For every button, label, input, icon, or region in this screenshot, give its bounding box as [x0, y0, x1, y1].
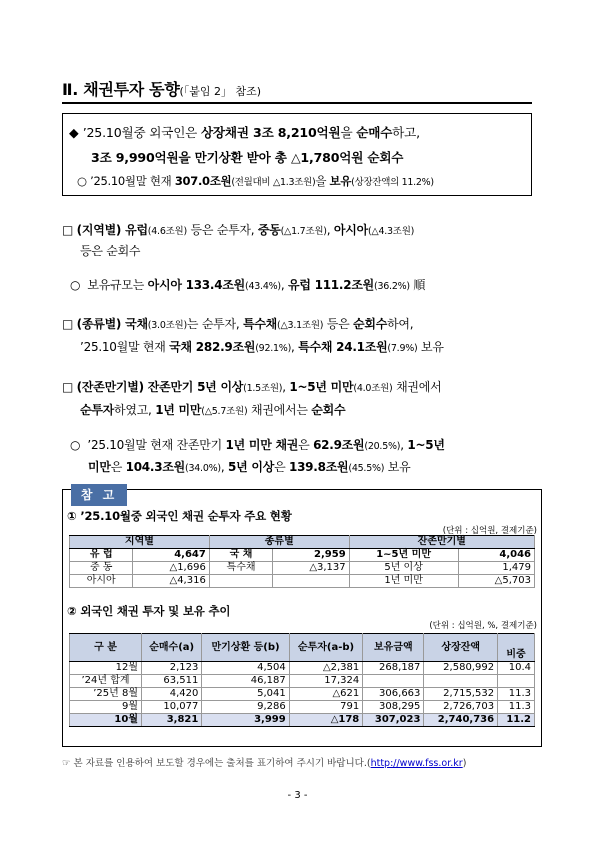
header-period: 구 분 [70, 634, 142, 662]
header-type: 종류별 [209, 536, 349, 549]
section-2-title: ② 외국인 채권 투자 및 보유 추이 [67, 604, 231, 618]
header-net-buy: 순매수(a) [142, 634, 202, 662]
header-region: 지역별 [70, 536, 210, 549]
table-row: 아시아 △4,316 1년 미만 △5,703 [70, 575, 535, 588]
header-holding-amount: 보유금액 [363, 634, 424, 662]
table-header-row [70, 536, 535, 549]
table-row: ’25년 8월 4,420 5,041 △621 306,663 2,715,532 11.3 [70, 688, 535, 701]
summary-line-2: 3조 9,990억원을 만기상환 받아 총 △1,780억원 순회수 [91, 150, 404, 165]
paragraph-holding-size: ○ 보유규모는 아시아 133.4조원(43.4%), 유럽 111.2조원(36.2%) 順 [70, 278, 426, 292]
table-row: 12월 2,123 4,504 △2,381 268,187 2,580,992 10.4 [70, 662, 535, 675]
page-number: - 3 - [287, 790, 308, 801]
reference-tab: 참 고 [71, 484, 127, 506]
paragraph-maturity-holding-line-2: 미만은 104.3조원(34.0%), 5년 이상은 139.8조원(45.5%) 보유 [88, 460, 411, 474]
table-header-row [70, 634, 535, 662]
section-1-title: ① ’25.10월중 외국인 채권 순투자 주요 현황 [67, 509, 292, 523]
paragraph-maturity: □ (잔존만기별) 잔존만기 5년 이상(1.5조원), 1~5년 미만(4.0조원) 채권에서 [62, 380, 442, 394]
square-bullet-icon: □ [62, 317, 74, 331]
circle-bullet-icon: ○ [77, 174, 87, 188]
table-row: 유 럽 4,647 국 채 2,959 1~5년 미만 4,046 [70, 549, 535, 562]
square-bullet-icon: □ [62, 223, 74, 237]
section-title: Ⅱ. 채권투자 동향 [62, 80, 180, 99]
paragraph-type: □ (종류별) 국채(3.0조원)는 순투자, 특수채(△3.1조원) 등은 순회수하여, [62, 317, 414, 331]
paragraph-type-line-2: ’25.10월말 현재 국채 282.9조원(92.1%), 특수채 24.1조원(7.9%) 보유 [80, 340, 444, 354]
circle-bullet-icon: ○ [70, 278, 81, 292]
section-reference: (「붙임 2」 참조) [179, 85, 262, 98]
paragraph-region-line-2: 등은 순회수 [80, 244, 141, 258]
header-listed-balance: 상장잔액 [424, 634, 498, 662]
table-row: ’24년 합계 63,511 46,187 17,324 [70, 675, 535, 688]
diamond-bullet-icon: ◆ [69, 125, 79, 140]
paragraph-maturity-holding: ○ ’25.10월말 현재 잔존만기 1년 미만 채권은 62.9조원(20.5%), 1~5년 [70, 438, 445, 452]
section-1-unit: (단위 : 십억원, 결제기준) [442, 526, 537, 536]
table-row: 9월 10,077 9,286 791 308,295 2,726,703 11.3 [70, 701, 535, 714]
investment-trend-table [69, 633, 535, 727]
fss-website-link[interactable]: http://www.fss.or.kr [370, 758, 463, 769]
square-bullet-icon: □ [62, 380, 74, 394]
summary-line-1: ◆ ’25.10월중 외국인은 상장채권 3조 8,210억원을 순매수하고, [69, 125, 420, 140]
header-net-investment: 순투자(a-b) [289, 634, 363, 662]
reference-box [62, 489, 542, 747]
paragraph-region: □ (지역별) 유럽(4.6조원) 등은 순투자, 중동(△1.7조원), 아시아(△4.3조원) [62, 223, 415, 237]
citation-note: ☞ 본 자료를 인용하여 보도할 경우에는 출처를 표기하여 주시기 바랍니다.(http://www.fss.or.kr) [62, 758, 467, 769]
summary-sub-line: ○ ’25.10월말 현재 307.0조원(전월대비 △1.3조원)을 보유(상장잔액의 11.2%) [77, 174, 434, 188]
section-heading [62, 77, 532, 103]
table-row: 중 동 △1,696 특수채 △3,137 5년 이상 1,479 [70, 562, 535, 575]
table-total-row: 10월 3,821 3,999 △178 307,023 2,740,736 11.2 [70, 714, 535, 727]
pointing-hand-icon: ☞ [62, 758, 71, 769]
net-investment-table [69, 535, 535, 588]
header-maturity-redemption: 만기상환 등(b) [202, 634, 289, 662]
title-underline [62, 102, 532, 104]
paragraph-maturity-line-2: 순투자하였고, 1년 미만(△5.7조원) 채권에서는 순회수 [80, 403, 346, 417]
header-share: 비중 [498, 634, 535, 662]
section-2-unit: (단위 : 십억원, %, 결제기준) [429, 621, 537, 631]
summary-box [62, 113, 532, 196]
header-maturity: 잔존만기별 [349, 536, 534, 549]
circle-bullet-icon: ○ [70, 438, 81, 452]
